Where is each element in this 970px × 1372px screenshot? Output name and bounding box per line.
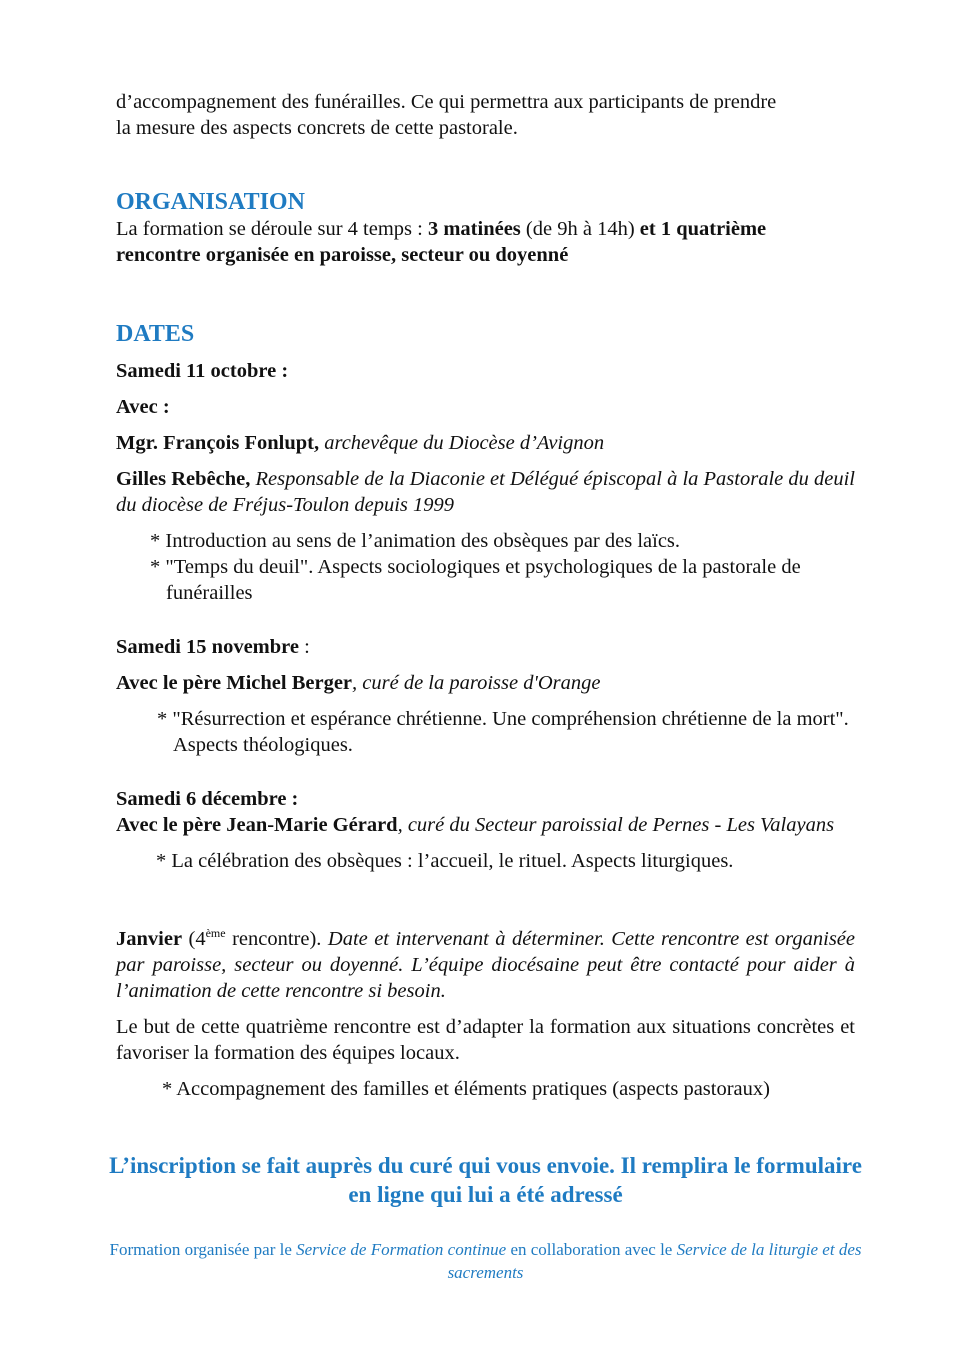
organisation-text <box>116 216 855 268</box>
session-4-sup: ème <box>205 926 226 941</box>
session-1-speaker-1 <box>116 430 855 456</box>
session-3-speaker <box>116 812 855 838</box>
session-4-intro <box>116 926 855 1004</box>
session-3-date: Samedi 6 décembre : <box>116 788 299 810</box>
session-4-pre: (4 <box>182 928 206 950</box>
organisation-heading: ORGANISATION <box>116 189 305 215</box>
session-4-bullet-1: * Accompagnement des familles et éléments pratiques (aspects pastoraux) <box>162 1078 770 1100</box>
session-4-month: Janvier <box>116 928 183 950</box>
dates-heading-block <box>116 320 855 348</box>
session-2-colon: : <box>298 636 310 658</box>
session-1 <box>116 358 855 606</box>
session-1-bullet-1: * Introduction au sens de l’animation des obsèques par des laïcs. <box>150 530 681 552</box>
session-3-bullet-1: * La célébration des obsèques : l’accueil, le rituel. Aspects liturgiques. <box>156 850 734 872</box>
speaker-2-role: Responsable de la Diaconie et Délégué épiscopal à la Pastorale du deuil du diocèse de Fréjus-Toulon depuis 1999 <box>116 468 855 516</box>
organisation-bold-b: et 1 quatrième rencontre organisée en paroisse, secteur ou doyenné <box>116 218 767 266</box>
session-2-speaker-name: Avec le père Michel Berger <box>116 672 353 694</box>
session-4-paragraph: Le but de cette quatrième rencontre est d’adapter la formation aux situations concrètes et favoriser la formation des équipes locaux. <box>116 1016 855 1064</box>
session-4 <box>116 926 855 1102</box>
organisation-text-a: La formation se déroule sur 4 temps : <box>116 218 428 240</box>
session-2 <box>116 634 855 758</box>
session-1-date: Samedi 11 octobre : <box>116 360 289 382</box>
footer-italic-2: Service de la liturgie et des sacrements <box>447 1240 862 1282</box>
speaker-1-role: archevêque du Diocèse d’Avignon <box>319 432 605 454</box>
footer-text-1: Formation organisée par le <box>109 1240 297 1259</box>
speaker-2-name: Gilles Rebêche, <box>116 468 251 490</box>
organisation-bold-a: 3 matinées <box>427 218 521 240</box>
inscription-notice: L’inscription se fait auprès du curé qui vous envoie. Il remplira le formulaire en ligne qui lui a été adressé <box>109 1153 862 1207</box>
session-2-bullet-1: * "Résurrection et espérance chrétienne. Une compréhension chrétienne de la mort". Aspects théologiques. <box>157 708 849 756</box>
session-2-speaker <box>116 670 855 696</box>
footer-italic-1: Service de Formation continue <box>296 1240 507 1259</box>
session-2-date-line <box>116 634 855 660</box>
speaker-1-name: Mgr. François Fonlupt, <box>116 432 320 454</box>
footer-note <box>106 1238 865 1284</box>
dates-heading: DATES <box>116 321 195 347</box>
footer-text-2: en collaboration avec le <box>506 1240 677 1259</box>
session-2-date: Samedi 15 novembre <box>116 636 299 658</box>
session-1-avec: Avec : <box>116 396 170 418</box>
intro-paragraph <box>116 89 855 141</box>
session-4-post: rencontre). <box>225 928 328 950</box>
intro-line-1: d’accompagnement des funérailles. Ce qui permettra aux participants de prendre <box>116 91 777 113</box>
session-3 <box>116 786 855 874</box>
session-2-speaker-role: , curé de la paroisse d'Orange <box>352 672 601 694</box>
intro-line-2: la mesure des aspects concrets de cette pastorale. <box>116 117 518 139</box>
organisation-text-b: (de 9h à 14h) <box>520 218 640 240</box>
session-1-bullet-2: * "Temps du deuil". Aspects sociologiques et psychologiques de la pastorale de funérailles <box>150 556 801 604</box>
organisation-section <box>116 188 855 268</box>
session-4-italic: Date et intervenant à déterminer. Cette rencontre est organisée par paroisse, secteur ou doyenné. L’équipe diocésaine peut être contacté pour aider à l’animation de cette rencontre si besoin. <box>116 928 855 1002</box>
session-3-speaker-role: , curé du Secteur paroissial de Pernes - Les Valayans <box>397 814 835 836</box>
session-1-speaker-2 <box>116 466 855 518</box>
session-3-speaker-name: Avec le père Jean-Marie Gérard <box>116 814 398 836</box>
